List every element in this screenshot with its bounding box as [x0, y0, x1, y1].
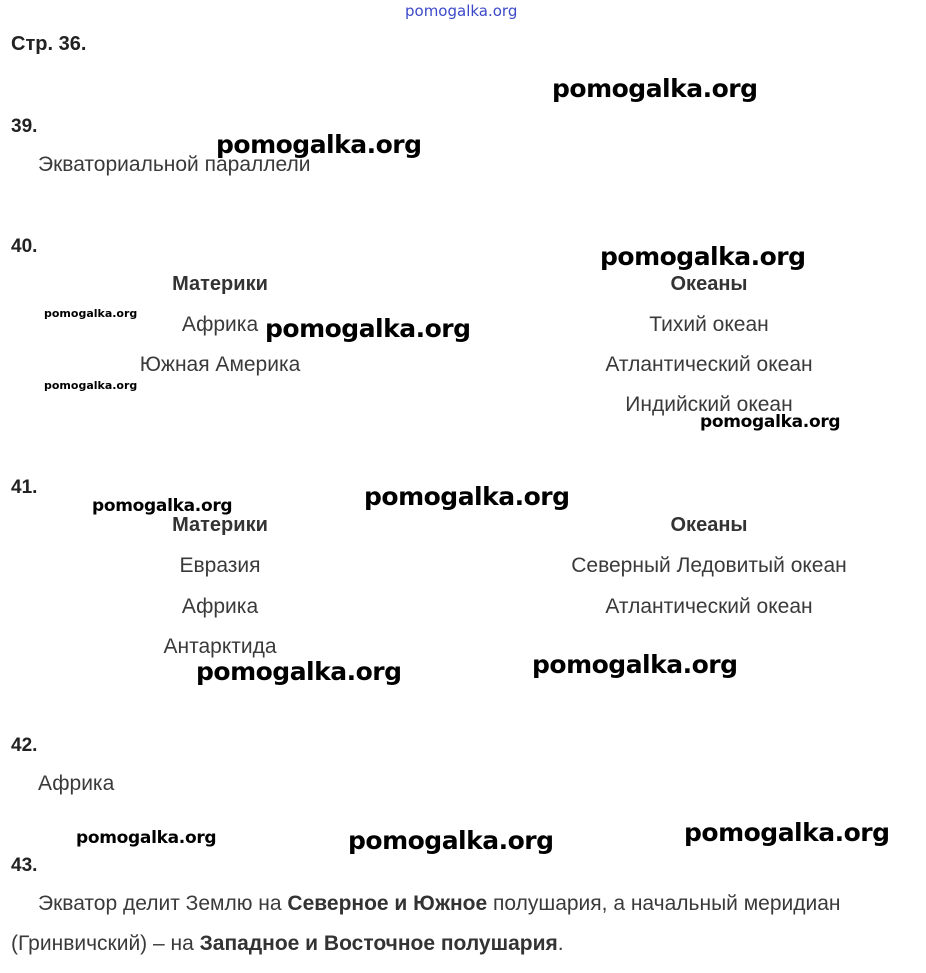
watermark: pomogalka.org [216, 130, 422, 159]
question-number-40: 40. [11, 236, 38, 257]
watermark: pomogalka.org [265, 314, 471, 343]
answer-43-text-1: Экватор делит Землю на [38, 892, 288, 915]
question-number-39: 39. [11, 116, 38, 137]
answer-42: Африка [38, 772, 115, 795]
watermark: pomogalka.org [532, 650, 738, 679]
answer-43-text-2: полушария, а начальный меридиан [487, 892, 841, 915]
answer-43-bold-2: Западное и Восточное полушария [199, 932, 558, 955]
ocean-41-atlantic: Атлантический океан [605, 595, 813, 618]
watermark: pomogalka.org [76, 828, 217, 848]
watermark: pomogalka.org [700, 412, 841, 432]
watermark: pomogalka.org [348, 826, 554, 855]
ocean-41-arctic: Северный Ледовитый океан [571, 554, 847, 577]
page-label: Стр. 36. [11, 33, 87, 55]
continent-41-antarctica: Антарктида [163, 635, 277, 658]
answer-43-text-4: . [557, 932, 564, 955]
continent-40-south-america: Южная Америка [139, 353, 301, 376]
continents-header-41: Материки [172, 514, 268, 536]
question-number-42: 42. [11, 735, 38, 756]
watermark: pomogalka.org [196, 657, 402, 686]
question-number-43: 43. [11, 855, 38, 876]
watermark: pomogalka.org [552, 74, 758, 103]
ocean-40-atlantic: Атлантический океан [605, 353, 813, 376]
watermark-top: pomogalka.org [405, 2, 518, 20]
continent-40-africa: Африка [181, 313, 259, 336]
answer-43-bold-1: Северное и Южное [287, 892, 488, 915]
watermark-small: pomogalka.org [44, 379, 138, 392]
watermark: pomogalka.org [92, 496, 233, 516]
watermark: pomogalka.org [600, 242, 806, 271]
continent-41-africa: Африка [181, 595, 259, 618]
continent-41-eurasia: Евразия [179, 554, 261, 577]
question-number-41: 41. [11, 477, 38, 498]
answer-43-line-2 [11, 924, 564, 964]
answer-43-text-3: (Гринвичский) – на [11, 932, 200, 955]
watermark: pomogalka.org [364, 482, 570, 511]
continents-header-40: Материки [172, 273, 268, 295]
watermark: pomogalka.org [684, 818, 890, 847]
watermark-small: pomogalka.org [44, 307, 138, 320]
ocean-40-indian: Индийский океан [625, 393, 793, 416]
answer-43-line-1 [38, 884, 841, 924]
answer-39: Экваториальной параллели [38, 153, 311, 176]
ocean-40-pacific: Тихий океан [649, 313, 769, 336]
oceans-header-40: Океаны [670, 273, 748, 295]
oceans-header-41: Океаны [670, 514, 748, 536]
